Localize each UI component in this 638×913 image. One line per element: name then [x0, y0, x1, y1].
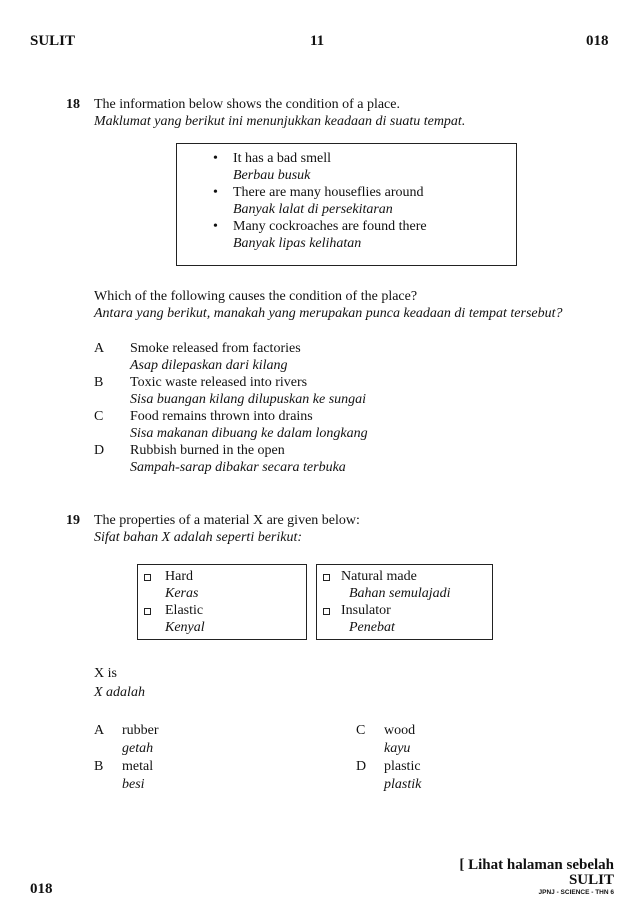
option-ms: Asap dilepaskan dari kilang — [130, 358, 288, 373]
info-box — [176, 143, 517, 266]
question-text-en: Which of the following causes the condition of the place? — [94, 289, 418, 304]
property-en: Hard — [165, 569, 193, 584]
option-en: plastic — [384, 759, 421, 774]
option-letter: B — [94, 759, 104, 774]
option-ms: kayu — [384, 741, 411, 756]
footer-sulit: SULIT — [568, 872, 614, 888]
info-item-en: • There are many houseflies around — [233, 184, 423, 201]
prompt-en: X is — [94, 666, 117, 681]
checkbox-square-icon — [144, 608, 151, 615]
option-en: wood — [384, 723, 416, 738]
option-en: rubber — [122, 723, 159, 738]
question-number: 19 — [66, 513, 80, 528]
next-page-note: [ Lihat halaman sebelah — [459, 857, 614, 873]
option-letter: D — [94, 443, 105, 458]
footer-code: JPNJ - SCIENCE - THN 6 — [538, 889, 614, 896]
header-right: 018 — [586, 33, 609, 49]
option-en: Toxic waste released into rivers — [130, 375, 308, 390]
info-item-ms: Banyak lipas kelihatan — [233, 236, 362, 251]
option-letter: C — [94, 409, 104, 424]
option-letter: D — [356, 759, 367, 774]
property-ms: Kenyal — [165, 620, 205, 635]
property-ms: Penebat — [349, 620, 395, 635]
info-item-en: • Many cockroaches are found there — [233, 218, 427, 235]
footer-left: 018 — [30, 881, 53, 897]
option-en: Smoke released from factories — [130, 341, 301, 356]
option-en: Rubbish burned in the open — [130, 443, 285, 458]
option-letter: B — [94, 375, 104, 390]
question-text-ms: Antara yang berikut, manakah yang merupakan punca keadaan di tempat tersebut? — [94, 306, 563, 321]
property-ms: Bahan semulajadi — [349, 586, 451, 601]
properties-box-right — [316, 564, 493, 640]
option-ms: plastik — [384, 777, 422, 792]
property-en: Elastic — [165, 603, 204, 618]
info-item-en: • It has a bad smell — [233, 150, 331, 167]
question-number: 18 — [66, 97, 80, 112]
property-en: Insulator — [341, 603, 391, 618]
option-letter: A — [94, 341, 105, 356]
option-ms: getah — [122, 741, 154, 756]
property-ms: Keras — [165, 586, 199, 601]
option-ms: besi — [122, 777, 145, 792]
question-stem-en: The properties of a material X are given below: — [94, 513, 360, 528]
option-ms: Sisa buangan kilang dilupuskan ke sungai — [130, 392, 367, 407]
question-stem-ms: Maklumat yang berikut ini menunjukkan keadaan di suatu tempat. — [94, 114, 466, 129]
option-en: Food remains thrown into drains — [130, 409, 313, 424]
properties-box-left — [137, 564, 307, 640]
option-ms: Sisa makanan dibuang ke dalam longkang — [130, 426, 368, 441]
option-en: metal — [122, 759, 154, 774]
header-left: SULIT — [30, 33, 76, 49]
info-item-ms: Banyak lalat di persekitaran — [233, 202, 393, 217]
info-item-ms: Berbau busuk — [233, 168, 311, 183]
checkbox-square-icon — [323, 608, 330, 615]
prompt-ms: X adalah — [94, 685, 145, 700]
checkbox-square-icon — [144, 574, 151, 581]
page-number: 11 — [310, 33, 325, 49]
checkbox-square-icon — [323, 574, 330, 581]
property-en: Natural made — [341, 569, 417, 584]
question-stem-en: The information below shows the condition of a place. — [94, 97, 400, 112]
option-letter: A — [94, 723, 105, 738]
option-ms: Sampah-sarap dibakar secara terbuka — [130, 460, 346, 475]
question-stem-ms: Sifat bahan X adalah seperti berikut: — [94, 530, 303, 545]
option-letter: C — [356, 723, 366, 738]
